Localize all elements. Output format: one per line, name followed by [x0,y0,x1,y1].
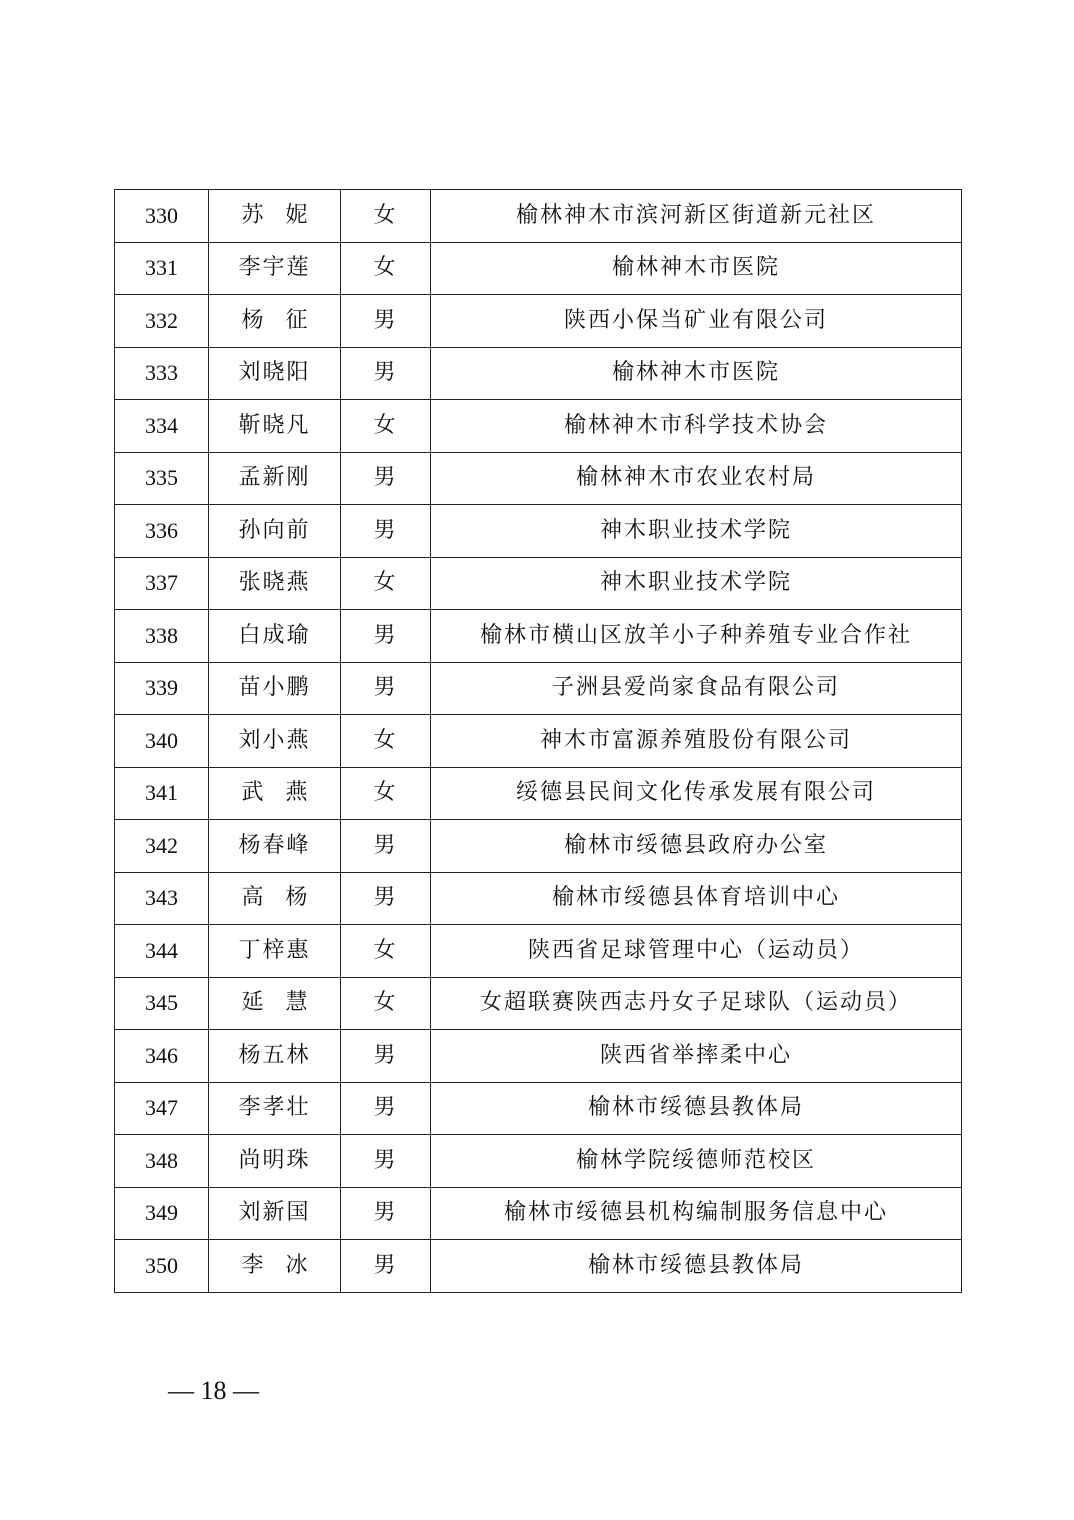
person-sex-cell [341,242,431,295]
work-unit-cell [431,295,962,348]
work-unit: 神木市富源养殖股份有限公司 [539,727,852,753]
table-row [115,347,962,400]
person-name-cell [209,400,341,453]
person-name: 李宇莲 [238,255,311,281]
roster-table [114,189,962,1293]
person-sex: 男 [373,885,398,911]
person-name: 杨五林 [238,1042,311,1068]
work-unit-cell [431,977,962,1030]
person-sex-cell [341,400,431,453]
table-row [115,505,962,558]
work-unit: 子洲县爱尚家食品有限公司 [551,675,840,701]
work-unit: 榆林神木市滨河新区街道新元社区 [515,202,876,228]
person-sex: 男 [373,517,398,543]
page-number: — 18 — [168,1376,259,1405]
person-name: 刘新国 [238,1200,311,1226]
person-sex-cell [341,505,431,558]
person-sex: 女 [373,202,398,228]
person-name: 李冰 [241,1252,330,1278]
person-sex: 男 [373,832,398,858]
row-number: 348 [145,1147,178,1173]
person-name: 孟新刚 [238,465,311,491]
row-number-cell [115,662,209,715]
person-name: 延慧 [241,990,330,1016]
person-sex-cell [341,1240,431,1293]
row-number-cell [115,820,209,873]
table-row [115,452,962,505]
person-sex-cell [341,715,431,768]
person-sex: 男 [373,465,398,491]
row-number-cell [115,1082,209,1135]
person-name: 尚明珠 [238,1147,311,1173]
work-unit-cell [431,1187,962,1240]
person-name-cell [209,505,341,558]
person-name-cell [209,242,341,295]
work-unit: 榆林市绥德县机构编制服务信息中心 [503,1200,888,1226]
work-unit-cell [431,767,962,820]
person-name-cell [209,1240,341,1293]
row-number: 339 [145,675,178,701]
work-unit-cell [431,1135,962,1188]
person-sex-cell [341,1187,431,1240]
person-sex: 男 [373,622,398,648]
person-name-cell [209,662,341,715]
row-number: 347 [145,1095,178,1121]
row-number: 330 [145,202,178,228]
table-row [115,1082,962,1135]
person-sex: 女 [373,937,398,963]
work-unit: 榆林市绥德县政府办公室 [563,832,828,858]
person-sex: 男 [373,1200,398,1226]
work-unit: 榆林市绥德县教体局 [587,1252,804,1278]
person-name-cell [209,1030,341,1083]
person-sex: 男 [373,360,398,386]
table-row [115,1030,962,1083]
person-sex-cell [341,662,431,715]
table-row [115,872,962,925]
person-name: 杨春峰 [238,832,311,858]
person-sex-cell [341,925,431,978]
table-row [115,820,962,873]
row-number: 340 [145,727,178,753]
person-sex-cell [341,872,431,925]
row-number-cell [115,295,209,348]
person-sex-cell [341,767,431,820]
row-number: 337 [145,570,178,596]
person-sex-cell [341,190,431,243]
row-number-cell [115,767,209,820]
person-name-cell [209,977,341,1030]
person-sex: 男 [373,1095,398,1121]
row-number-cell [115,505,209,558]
person-sex-cell [341,610,431,663]
person-sex-cell [341,1135,431,1188]
person-sex: 女 [373,727,398,753]
row-number-cell [115,1135,209,1188]
work-unit: 神木职业技术学院 [599,517,792,543]
row-number-cell [115,190,209,243]
row-number-cell [115,1240,209,1293]
person-name-cell [209,820,341,873]
row-number: 345 [145,990,178,1016]
row-number-cell [115,610,209,663]
table-row [115,977,962,1030]
row-number: 334 [145,412,178,438]
work-unit-cell [431,505,962,558]
row-number-cell [115,872,209,925]
person-name: 杨征 [241,307,330,333]
person-name: 张晓燕 [238,570,311,596]
row-number: 349 [145,1200,178,1226]
person-sex-cell [341,347,431,400]
table-row [115,190,962,243]
work-unit: 榆林神木市农业农村局 [575,465,816,491]
row-number-cell [115,242,209,295]
work-unit-cell [431,872,962,925]
person-name-cell [209,872,341,925]
work-unit: 榆林市绥德县教体局 [587,1095,804,1121]
person-sex-cell [341,295,431,348]
person-sex: 女 [373,570,398,596]
person-sex-cell [341,452,431,505]
work-unit-cell [431,1030,962,1083]
person-name: 孙向前 [238,517,311,543]
person-name: 白成瑜 [238,622,311,648]
person-name: 苗小鹏 [238,675,311,701]
person-name: 刘晓阳 [238,360,311,386]
table-row [115,242,962,295]
table-row [115,1135,962,1188]
work-unit: 陕西小保当矿业有限公司 [563,307,828,333]
row-number-cell [115,1030,209,1083]
work-unit-cell [431,820,962,873]
person-sex: 女 [373,990,398,1016]
work-unit-cell [431,715,962,768]
person-name: 丁梓惠 [238,937,311,963]
work-unit-cell [431,557,962,610]
person-name-cell [209,925,341,978]
work-unit-cell [431,925,962,978]
person-name: 靳晓凡 [238,412,311,438]
person-name-cell [209,1082,341,1135]
person-name: 刘小燕 [238,727,311,753]
row-number-cell [115,400,209,453]
table-row [115,715,962,768]
person-sex: 女 [373,780,398,806]
work-unit: 榆林市绥德县体育培训中心 [551,885,840,911]
table-row [115,1240,962,1293]
row-number: 350 [145,1252,178,1278]
person-sex-cell [341,977,431,1030]
row-number: 333 [145,360,178,386]
person-name-cell [209,610,341,663]
row-number: 338 [145,622,178,648]
work-unit: 女超联赛陕西志丹女子足球队（运动员） [479,990,912,1016]
table-row [115,610,962,663]
person-name-cell [209,452,341,505]
person-sex: 男 [373,1042,398,1068]
person-name-cell [209,557,341,610]
person-sex: 男 [373,1147,398,1173]
person-name-cell [209,767,341,820]
work-unit: 陕西省足球管理中心（运动员） [527,937,864,963]
work-unit-cell [431,610,962,663]
row-number: 346 [145,1042,178,1068]
row-number: 341 [145,780,178,806]
row-number-cell [115,347,209,400]
work-unit: 神木职业技术学院 [599,570,792,596]
row-number-cell [115,452,209,505]
person-sex-cell [341,1082,431,1135]
work-unit-cell [431,662,962,715]
row-number-cell [115,715,209,768]
person-sex: 女 [373,255,398,281]
person-name: 苏妮 [241,202,330,228]
work-unit-cell [431,452,962,505]
person-sex: 男 [373,307,398,333]
table-row [115,557,962,610]
table-row [115,400,962,453]
row-number: 336 [145,517,178,543]
work-unit-cell [431,347,962,400]
row-number-cell [115,925,209,978]
work-unit: 榆林市横山区放羊小子种养殖专业合作社 [479,622,912,648]
person-sex: 女 [373,412,398,438]
roster-table-body [115,190,962,1293]
work-unit-cell [431,1082,962,1135]
row-number: 343 [145,885,178,911]
person-sex: 男 [373,1252,398,1278]
work-unit-cell [431,242,962,295]
person-name-cell [209,1135,341,1188]
work-unit: 榆林神木市医院 [611,255,780,281]
person-sex: 男 [373,675,398,701]
work-unit: 榆林学院绥德师范校区 [575,1147,816,1173]
table-row [115,767,962,820]
work-unit: 绥德县民间文化传承发展有限公司 [515,780,876,806]
table-row [115,295,962,348]
work-unit: 榆林神木市医院 [611,360,780,386]
row-number: 331 [145,255,178,281]
work-unit-cell [431,190,962,243]
table-row [115,662,962,715]
person-sex-cell [341,557,431,610]
row-number-cell [115,557,209,610]
person-sex-cell [341,820,431,873]
table-row [115,925,962,978]
row-number-cell [115,977,209,1030]
work-unit: 陕西省举摔柔中心 [599,1042,792,1068]
person-name-cell [209,190,341,243]
row-number: 335 [145,465,178,491]
person-name-cell [209,715,341,768]
person-name: 高杨 [241,885,330,911]
person-name-cell [209,295,341,348]
work-unit: 榆林神木市科学技术协会 [563,412,828,438]
work-unit-cell [431,400,962,453]
row-number: 342 [145,832,178,858]
person-name-cell [209,347,341,400]
table-row [115,1187,962,1240]
row-number: 344 [145,937,178,963]
person-sex-cell [341,1030,431,1083]
work-unit-cell [431,1240,962,1293]
person-name-cell [209,1187,341,1240]
person-name: 李孝壮 [238,1095,311,1121]
row-number-cell [115,1187,209,1240]
row-number: 332 [145,307,178,333]
person-name: 武燕 [241,780,330,806]
